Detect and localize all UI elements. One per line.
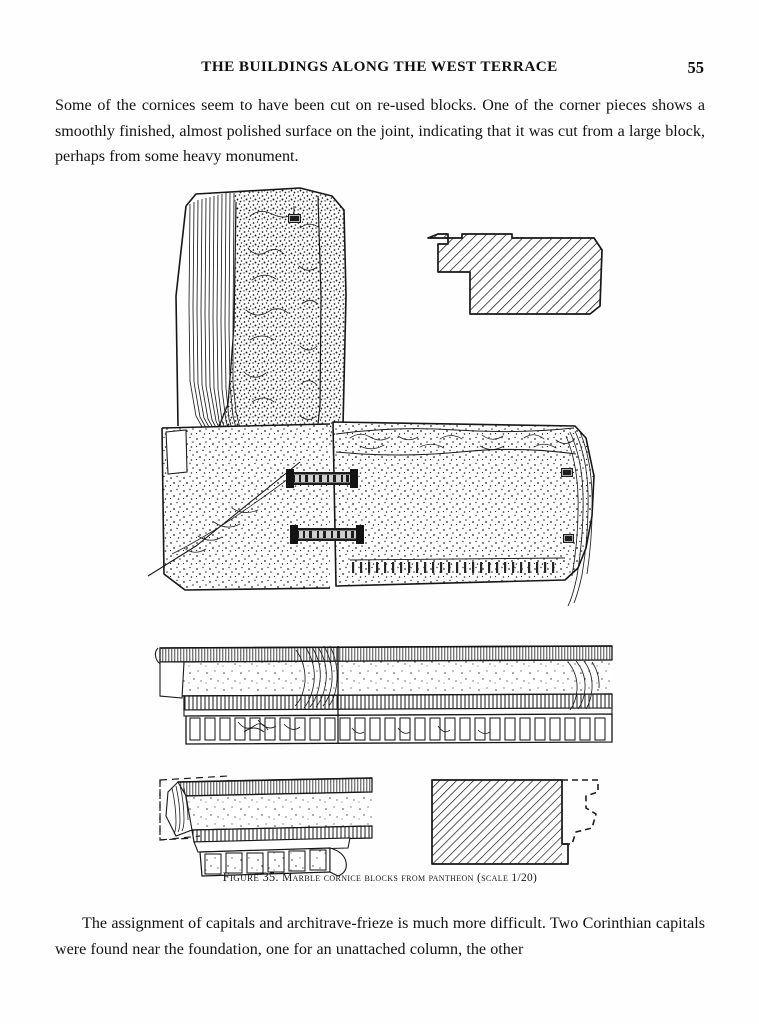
page-number: 55 [687,58,704,77]
figure-35 [0,176,759,896]
corner-elevation-left [160,776,372,876]
figure-caption-number: Figure 35. [222,870,279,884]
paragraph-bottom-text: The assignment of capitals and architrave-frieze is much more difficult. Two Corinthian capitals were found near the foundation, one for an unattached column, the other [55,915,705,958]
clamp-socket-right-upper [561,468,573,477]
horizontal-block-perspective [333,422,594,606]
clamp-socket-right-lower [563,534,574,543]
page-title: THE BUILDINGS ALONG THE WEST TERRACE [201,58,558,75]
profile-section-lower-right [432,780,598,864]
figure-caption [55,870,705,885]
figure-caption-text: Marble cornice blocks from pantheon (scale 1/20) [282,872,538,884]
cornice-elevation [155,646,612,744]
paragraph-top: Some of the cornices seem to have been cut on re-used blocks. One of the corner pieces shows a smoothly finished, almost polished surface on the joint, indicating that it was cut from a large block, perhaps from some heavy monument. [55,97,705,166]
profile-section-upper-right [428,234,602,314]
running-head [55,58,704,82]
paragraph-bottom [55,911,705,962]
figure-illustration [0,176,759,896]
